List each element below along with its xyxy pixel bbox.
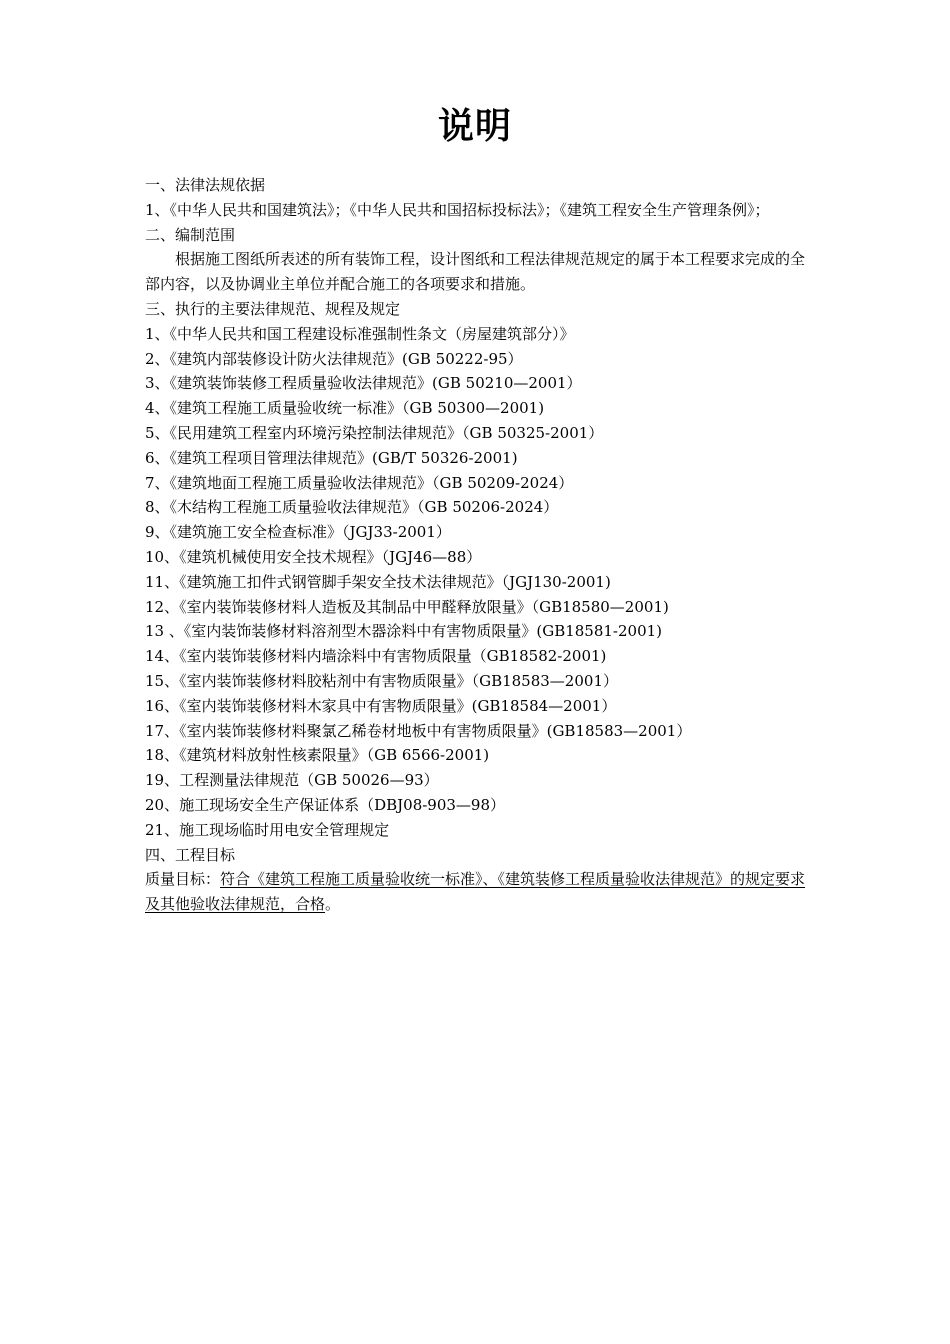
standard-item: 4、《建筑工程施工质量验收统一标准》（GB 50300—2001) (145, 399, 545, 418)
section-heading-scope: 二、编制范围 (145, 225, 236, 244)
page-title: 说明 (437, 106, 512, 147)
standard-item: 17、《室内装饰装修材料聚氯乙稀卷材地板中有害物质限量》(GB18583—2001） (145, 721, 692, 740)
standard-item: 21、施工现场临时用电安全管理规定 (145, 820, 390, 839)
standard-item: 3、《建筑装饰装修工程质量验收法律规范》(GB 50210—2001） (145, 374, 582, 393)
quality-goal-text: 符合《建筑工程施工质量验收统一标准》、《建筑装修工程质量验收法律规范》的规定要求及其他验收法律规范，合格 (145, 870, 806, 914)
standard-item: 20、施工现场安全生产保证体系（DBJ08-903—98） (145, 795, 506, 814)
standard-item: 6、《建筑工程项目管理法律规范》(GB/T 50326-2001) (145, 448, 518, 467)
standard-item: 14、《室内装饰装修材料内墙涂料中有害物质限量（GB18582-2001) (145, 647, 607, 666)
standard-item: 8、《木结构工程施工质量验收法律规范》（GB 50206-2024） (145, 498, 559, 517)
standard-item: 10、《建筑机械使用安全技术规程》（JGJ46—88） (145, 547, 482, 566)
standard-item: 18、《建筑材料放射性核素限量》（GB 6566-2001) (145, 746, 490, 765)
standard-item: 13 、《室内装饰装修材料溶剂型木器涂料中有害物质限量》(GB18581-2001) (145, 622, 663, 641)
section-heading-goals: 四、工程目标 (145, 845, 236, 864)
standard-item: 7、《建筑地面工程施工质量验收法律规范》（GB 50209-2024） (145, 473, 574, 492)
standard-item: 1、《中华人民共和国工程建设标准强制性条文（房屋建筑部分）》 (145, 324, 575, 343)
standard-item: 9、《建筑施工安全检查标准》（JGJ33-2001） (145, 523, 451, 542)
standard-item: 5、《民用建筑工程室内环境污染控制法律规范》（GB 50325-2001） (145, 423, 604, 442)
quality-goal-label: 质量目标： (145, 870, 221, 889)
quality-goal-paragraph (145, 867, 807, 917)
standard-item: 16、《室内装饰装修材料木家具中有害物质限量》(GB18584—2001） (145, 696, 617, 715)
standard-item: 19、工程测量法律规范（GB 50026—93） (145, 771, 439, 790)
standard-item: 2、《建筑内部装修设计防火法律规范》(GB 50222-95） (145, 349, 523, 368)
standard-item: 15、《室内装饰装修材料胶粘剂中有害物质限量》（GB18583—2001） (145, 671, 618, 690)
legal-basis-item: 1、《中华人民共和国建筑法》；《中华人民共和国招标投标法》；《建筑工程安全生产管理条例》； (145, 200, 770, 219)
section-heading-legal-basis: 一、法律法规依据 (145, 176, 266, 194)
document-body (145, 173, 807, 917)
scope-paragraph: 根据施工图纸所表述的所有装饰工程，设计图纸和工程法律规范规定的属于本工程要求完成的全部内容，以及协调业主单位并配合施工的各项要求和措施。 (145, 250, 806, 294)
section-heading-standards: 三、执行的主要法律规范、规程及规定 (145, 299, 401, 318)
standard-item: 12、《室内装饰装修材料人造板及其制品中甲醛释放限量》（GB18580—2001) (145, 597, 669, 616)
standard-item: 11、《建筑施工扣件式钢管脚手架安全技术法律规范》（JGJ130-2001) (145, 572, 611, 591)
quality-goal-end: 。 (325, 895, 341, 914)
